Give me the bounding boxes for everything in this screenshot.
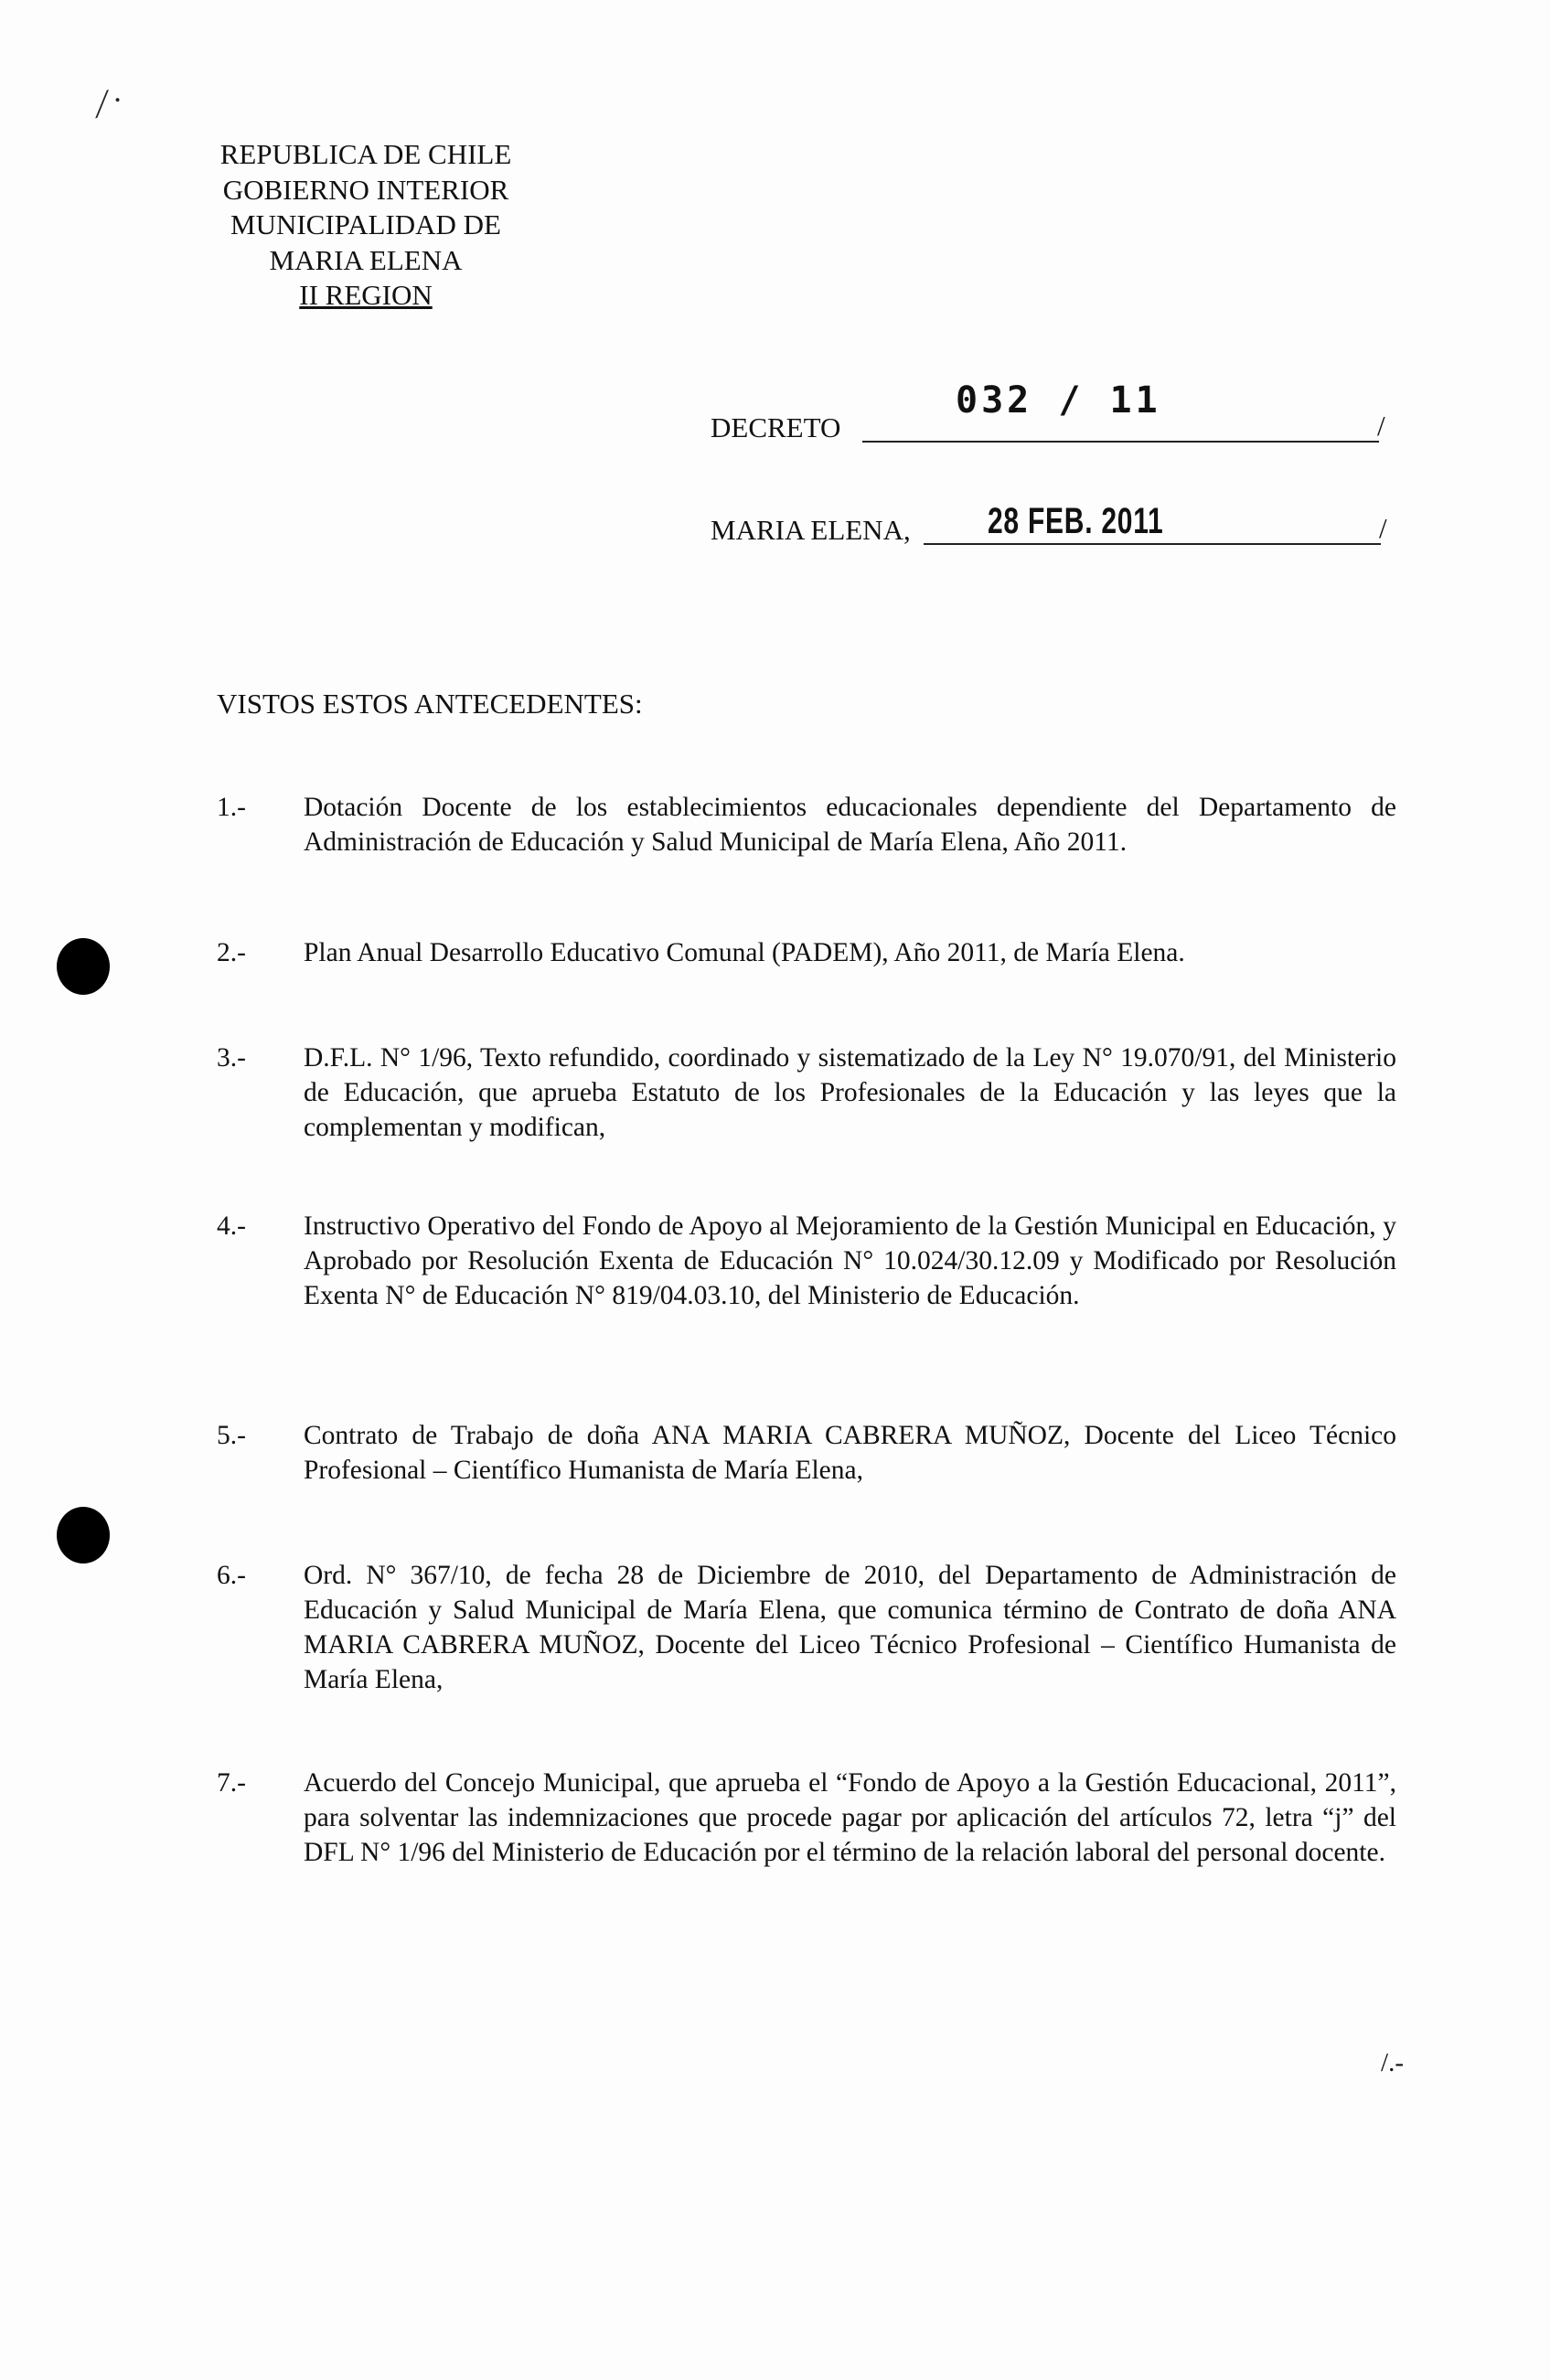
item-number: 3.- xyxy=(217,1043,246,1073)
punch-hole xyxy=(57,938,110,995)
vistos-heading: VISTOS ESTOS ANTECEDENTES: xyxy=(217,688,643,720)
item-text: Contrato de Trabajo de doña ANA MARIA CABRERA MUÑOZ, Docente del Liceo Técnico Profesional – Científico Humanista de María Elena, xyxy=(304,1421,1396,1485)
decree-number-line xyxy=(862,441,1379,443)
item-number: 4.- xyxy=(217,1211,246,1241)
letterhead-line: REPUBLICA DE CHILE xyxy=(219,138,512,170)
decree-number-stamp: 032 / 11 xyxy=(956,379,1161,422)
slash: / xyxy=(1379,512,1387,544)
letterhead-line: MARIA ELENA xyxy=(269,243,463,276)
slash: / xyxy=(1377,410,1385,442)
letterhead-line: GOBIERNO INTERIOR xyxy=(222,173,509,206)
letterhead-line: MUNICIPALIDAD DE xyxy=(230,208,501,240)
item-text: Ord. N° 367/10, de fecha 28 de Diciembre de 2010, del Departamento de Administración de Educación y Salud Municipal de María Elena, que comunica término de Contrato de doña ANA MARIA CABRERA MUÑOZ, Docente del Liceo Técnico Profesional – Científico Humanista de María Elena, xyxy=(304,1561,1396,1694)
pen-mark: ⟋· xyxy=(86,82,128,125)
list-item xyxy=(217,935,1396,970)
letterhead-line: II REGION xyxy=(299,279,433,311)
letterhead xyxy=(146,137,585,314)
date-stamp: 28 FEB. 2011 xyxy=(988,501,1164,541)
item-text: Dotación Docente de los establecimientos educacionales dependiente del Departamento de Administración de Educación y Salud Municipal de María Elena, Año 2011. xyxy=(304,793,1396,857)
page-continuation-mark: /.- xyxy=(1381,2048,1404,2077)
item-number: 6.- xyxy=(217,1561,246,1590)
item-text: Plan Anual Desarrollo Educativo Comunal (PADEM), Año 2011, de María Elena. xyxy=(304,938,1185,967)
item-text: Instructivo Operativo del Fondo de Apoyo al Mejoramiento de la Gestión Municipal en Educación, y Aprobado por Resolución Exenta de Educación N° 10.024/30.12.09 y Modificado por Resolución Exenta N° de Educación N° 819/04.03.10, del Ministerio de Educación. xyxy=(304,1211,1396,1310)
list-item xyxy=(217,1041,1396,1145)
decree-label: DECRETO xyxy=(711,411,841,443)
item-text: D.F.L. N° 1/96, Texto refundido, coordinado y sistematizado de la Ley N° 19.070/91, del Ministerio de Educación, que aprueba Estatuto de los Profesionales de la Educación y las leyes que la complementan y modifican, xyxy=(304,1043,1396,1142)
item-text: Acuerdo del Concejo Municipal, que aprueba el “Fondo de Apoyo a la Gestión Educacional, 2011”, para solventar las indemnizaciones que procede pagar por aplicación del artículos 72, letra “j” del DFL N° 1/96 del Ministerio de Educación por el término de la relación laboral del personal docente. xyxy=(304,1768,1396,1867)
date-line xyxy=(924,543,1381,545)
list-item xyxy=(217,1766,1396,1870)
punch-hole xyxy=(57,1507,110,1564)
item-number: 5.- xyxy=(217,1421,246,1450)
item-number: 2.- xyxy=(217,938,246,967)
list-item xyxy=(217,1209,1396,1313)
list-item xyxy=(217,790,1396,859)
list-item xyxy=(217,1558,1396,1697)
list-item xyxy=(217,1418,1396,1488)
item-number: 7.- xyxy=(217,1768,246,1798)
place-label: MARIA ELENA, xyxy=(711,514,911,546)
item-number: 1.- xyxy=(217,793,246,822)
